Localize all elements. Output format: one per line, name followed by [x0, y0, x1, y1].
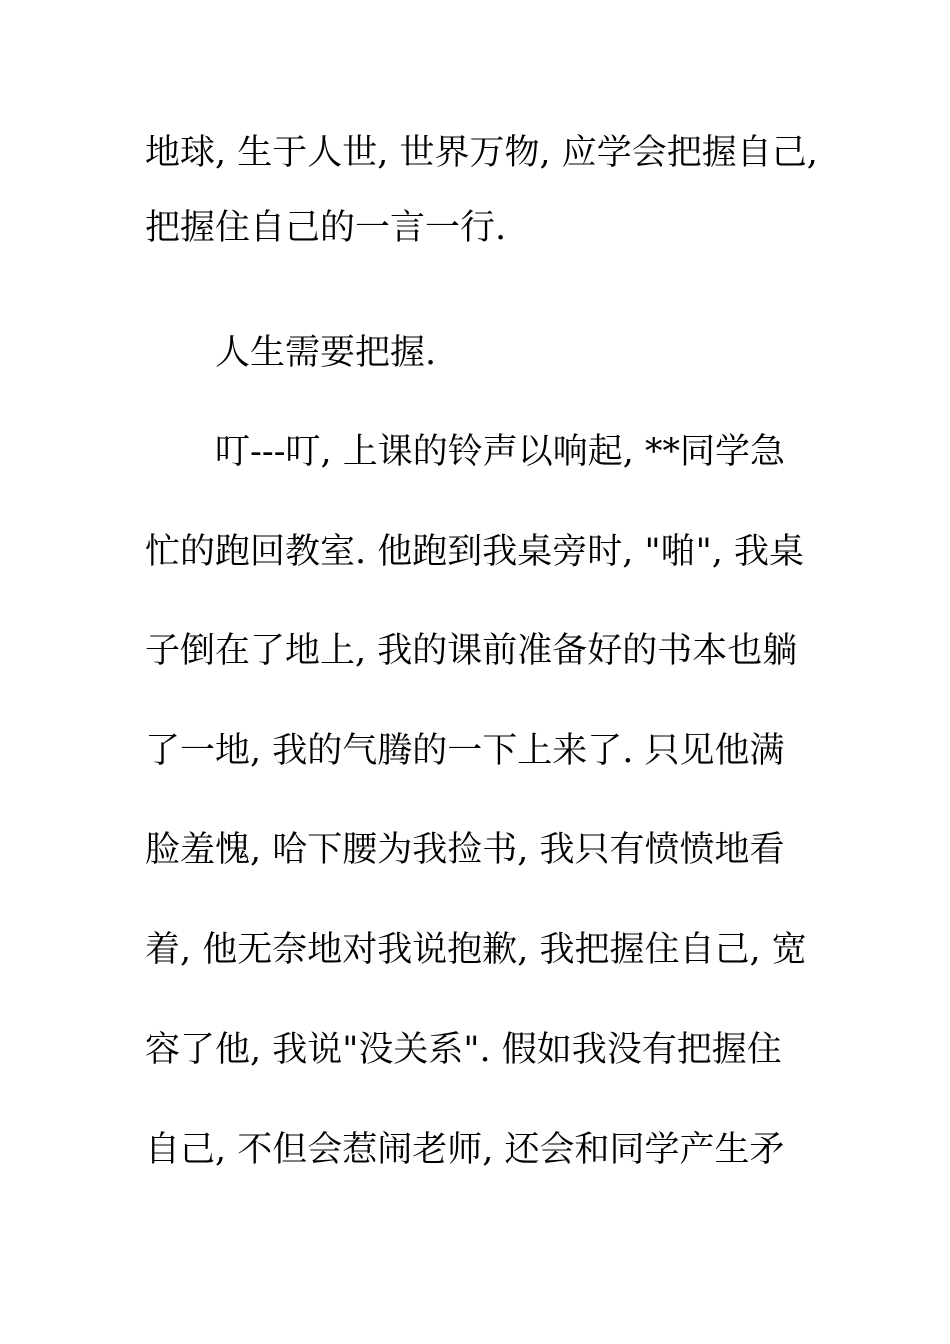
text-line: 自己, 不但会惹闹老师, 还会和同学产生矛	[145, 1130, 785, 1170]
text-line: 着, 他无奈地对我说抱歉, 我把握住自己, 宽	[145, 930, 807, 970]
text-line: 忙的跑回教室. 他跑到我桌旁时, "啪", 我桌	[145, 532, 804, 572]
text-line: 把握住自己的一言一行.	[145, 208, 507, 248]
text-line: 地球, 生于人世, 世界万物, 应学会把握自己,	[145, 133, 818, 173]
text-line: 容了他, 我说"没关系". 假如我没有把握住	[145, 1030, 782, 1070]
text-line: 脸羞愧, 哈下腰为我捡书, 我只有愤愤地看	[145, 830, 785, 870]
text-line: 子倒在了地上, 我的课前准备好的书本也躺	[145, 631, 798, 671]
paragraph-start-line: 叮---叮, 上课的铃声以响起, **同学急	[215, 432, 785, 472]
text-line: 了一地, 我的气腾的一下上来了. 只见他满	[145, 731, 785, 771]
paragraph-start-line: 人生需要把握.	[215, 333, 437, 373]
